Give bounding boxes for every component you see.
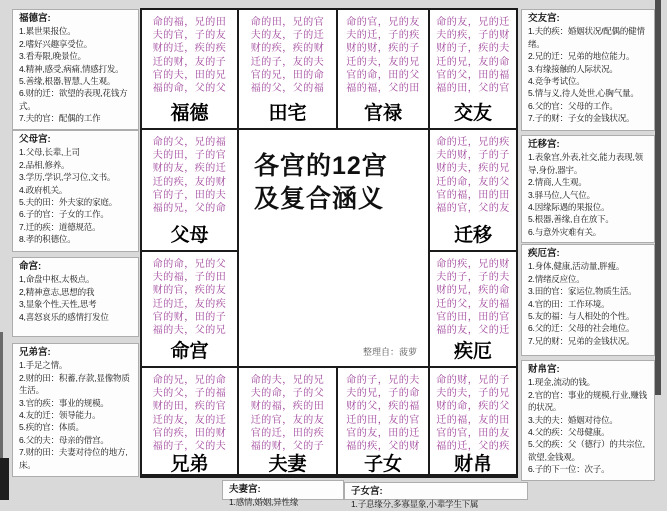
palace-pair-line: 福的夫，父的兄	[152, 325, 227, 337]
palace-pair-line: 迁的夫，友的兄	[346, 56, 420, 68]
panel-title: 子女宫:	[351, 486, 383, 497]
photo-edge-artifact-right	[655, 0, 661, 395]
palace-pair-line: 夫的田，子的官	[152, 150, 227, 162]
palace-label: 官禄	[363, 103, 402, 124]
palace-pair-line: 财的夫，疾的兄	[436, 163, 510, 175]
panel-caibo-gong	[521, 360, 655, 481]
panel-line: 1,命盘中枢,太极点。	[19, 274, 95, 285]
palace-pair-line: 官的福，田的田	[436, 189, 510, 201]
panel-line: 1.手足之情。	[19, 360, 68, 371]
palace-pair-line: 官的兄，田的命	[250, 69, 325, 81]
palace-pair-line: 官的子，田的夫	[152, 189, 227, 201]
panel-line: 7.子的财：子女的金钱状况。	[528, 113, 635, 124]
panel-line: 3.学历,学识,学习位,文书。	[19, 172, 116, 183]
palace-pair-line: 财的财，疾的子	[346, 43, 420, 55]
palace-pair-line: 福的兄，父的命	[152, 203, 227, 215]
palace-pair-line: 夫的迁，子的疾	[346, 30, 420, 42]
palace-pair-line: 官的友，田的迁	[346, 427, 420, 439]
palace-pair-line: 官的迁，田的疾	[250, 427, 325, 439]
palace-pair-line: 财的迁，疾的疾	[152, 43, 227, 55]
palace-pair-line: 官的夫，田的兄	[152, 69, 227, 81]
palace-pair-line: 命的友，兄的迁	[436, 17, 510, 28]
palace-cell-1	[142, 10, 237, 128]
palace-pair-line: 财的友，疾的迁	[152, 163, 227, 175]
palace-pair-line: 命的命，兄的父	[152, 259, 227, 270]
panel-title: 疾厄宫:	[528, 248, 560, 259]
palace-pair-lines	[251, 17, 325, 95]
panel-line: 8.孝的积德位。	[19, 234, 76, 245]
palace-pair-line: 夫的官，子的友	[152, 30, 227, 42]
panel-fude-gong	[12, 9, 139, 130]
panel-line: 6.子的下一位：次子。	[528, 464, 610, 475]
palace-label: 财帛	[453, 454, 492, 476]
palace-cell-4	[430, 10, 516, 128]
palace-cell-12	[430, 368, 516, 474]
panel-line: 1.现金,流动的钱。	[528, 377, 595, 388]
palace-pair-line: 财的田，疾的官	[152, 401, 227, 413]
palace-pair-line: 迁的福，友的田	[436, 414, 510, 426]
panel-line: 2.兄的迁：兄弟的地位能力。	[528, 51, 635, 62]
chart-credit: 整理自：菠萝	[362, 347, 417, 357]
palace-label: 命宫	[170, 341, 209, 362]
palace-pair-line: 命的福，兄的田	[152, 17, 227, 28]
panel-line: 6.父的夫：母亲的借宫。	[19, 434, 109, 445]
palace-pair-line: 财的福，疾的田	[250, 401, 325, 413]
palace-pair-line: 夫的子，子的夫	[436, 272, 510, 284]
panel-line: 1.累世果报位。	[19, 26, 76, 37]
palace-pair-line: 迁的命，友的父	[436, 176, 510, 188]
panel-line: 2.嗜好兴趣享受位。	[19, 38, 93, 49]
panel-line: 5.友的福：与人相处的个性。	[528, 311, 635, 322]
photo-edge-artifact-left	[0, 332, 3, 460]
palace-pair-line: 命的田，兄的官	[250, 17, 325, 28]
palace-grid	[140, 8, 518, 478]
panel-line: 7.迁的疾：道德规范。	[19, 221, 101, 232]
panel-line: 3.田的官：家运位,物质生活。	[528, 286, 637, 297]
palace-pair-lines	[153, 17, 227, 95]
palace-cell-11	[338, 368, 428, 474]
palace-pair-lines	[436, 17, 510, 95]
panel-fuqi-gong	[222, 480, 344, 508]
panel-line: 1.表象宫,外表,社交,能力表现,领导,身份,器宇。	[528, 152, 643, 175]
palace-pair-line: 福的子，父的夫	[152, 441, 227, 453]
palace-pair-line: 福的疾，父的财	[346, 441, 420, 453]
panel-line: 4.政府机关。	[19, 184, 68, 195]
palace-cell-6	[430, 130, 516, 250]
panel-jie-gong	[521, 244, 655, 356]
palace-pair-line: 命的夫，兄的兄	[250, 375, 325, 386]
palace-cell-9	[142, 368, 237, 474]
palace-pair-line: 夫的友，子的迁	[250, 30, 325, 42]
palace-pair-line: 命的迁，兄的疾	[436, 137, 510, 148]
panel-line: 4.竞争考试位。	[528, 76, 585, 87]
panel-line: 7.兄的财：兄弟的金钱状况。	[528, 335, 635, 346]
grid-center-cell	[239, 130, 428, 366]
palace-pair-line: 迁的财，友的子	[152, 56, 227, 68]
palace-cell-3	[338, 10, 428, 128]
palace-pair-lines	[346, 375, 420, 453]
panel-line: 6.财的迁：欲望的表现,花钱方式。	[19, 88, 128, 111]
panel-line: 2.官的官：事业的规模,行业,赚钱的状况。	[528, 389, 647, 413]
panel-line: 5.情与义,待人处世,心胸气量。	[528, 88, 639, 99]
palace-pair-line: 官的疾，田的财	[152, 427, 227, 439]
palace-label: 福德	[170, 103, 209, 124]
palace-pair-lines	[436, 259, 510, 337]
palace-pair-line: 夫的命，子的父	[250, 388, 325, 400]
palace-cell-10	[239, 368, 336, 474]
panel-title: 交友宫:	[528, 13, 560, 24]
palace-cell-2	[239, 10, 336, 128]
palace-label: 兄弟	[170, 454, 209, 476]
panel-line: 7.夫的官：配偶的工作	[19, 113, 101, 124]
palace-cell-8	[430, 252, 516, 366]
palace-pair-line: 命的财，兄的子	[436, 375, 510, 386]
palace-pair-lines	[346, 17, 420, 95]
panel-line: 5.善缘,根器,智慧,人生观。	[19, 76, 116, 87]
panel-line: 4.友的迁：领导能力。	[19, 410, 101, 421]
panel-title: 福德宫:	[19, 13, 51, 24]
palace-label: 子女	[363, 454, 402, 476]
palace-pair-line: 福的福，父的田	[346, 83, 420, 95]
panel-line: 2.情绪反应位。	[528, 273, 585, 284]
palace-pair-line: 夫的兄，子的命	[346, 388, 420, 400]
panel-line: 5.父的疾：父（德行）的共宗位,欲望,金钱观。	[528, 439, 645, 462]
palace-pair-line: 官的田，田的官	[436, 311, 510, 323]
panel-title: 迁移宫:	[528, 139, 560, 150]
palace-pair-line: 迁的子，友的夫	[250, 56, 325, 68]
panel-line: 6.父的官：父母的工作。	[528, 100, 618, 111]
palace-pair-line: 夫的父，子的福	[152, 388, 227, 400]
palace-label: 交友	[453, 103, 492, 124]
palace-pair-line: 迁的父，友的福	[436, 298, 510, 310]
panel-line: 1.身体,健康,活动量,胖瘦。	[528, 261, 625, 272]
panel-line: 4,喜怒哀乐的感情打发位	[19, 311, 109, 322]
palace-pair-line: 福的财，父的子	[250, 441, 325, 453]
palace-pair-line: 福的友，父的迁	[436, 325, 510, 337]
palace-pair-line: 迁的兄，友的命	[436, 56, 510, 68]
palace-label: 田宅	[268, 103, 307, 124]
panel-line: 2,精神意志,思想的我	[19, 286, 95, 297]
photo-edge-artifact-corner	[0, 458, 9, 500]
panel-line: 3.看寿限,晚景位。	[19, 51, 86, 62]
panel-title: 命宫:	[19, 261, 42, 272]
panel-line: 5.根器,善缘,自在放下。	[528, 214, 614, 225]
panel-line: 4.官的田：工作环境。	[528, 298, 610, 309]
panel-line: 1.夫的疾：婚姻状况/配偶的健情绪。	[528, 26, 645, 49]
panel-title: 夫妻宫:	[229, 484, 261, 495]
palace-pair-line: 夫的疾，子的财	[436, 30, 510, 42]
panel-line: 4.精神,感受,病痛,情感打发。	[19, 63, 124, 74]
palace-pair-line: 迁的疾，友的财	[152, 176, 227, 188]
palace-pair-line: 财的官，疾的友	[152, 285, 227, 297]
panel-line: 3.官的疾：事业的规模。	[19, 397, 109, 408]
palace-pair-line: 迁的迁，友的疾	[152, 298, 227, 310]
palace-pair-line: 福的田，父的官	[436, 83, 510, 95]
palace-pair-line: 夫的福，子的田	[152, 272, 227, 284]
palace-pair-line: 福的官，父的友	[436, 203, 510, 215]
panel-line: 5.疾的官：体质。	[19, 422, 84, 433]
palace-label: 夫妻	[268, 454, 307, 476]
palace-pair-lines	[436, 375, 510, 453]
palace-pair-line: 命的子，兄的夫	[346, 375, 420, 386]
panel-line: 1.子息缘分,多寡显象,小辈学生下属	[351, 499, 479, 510]
chart-title-line2: 及复合涵义	[254, 185, 385, 213]
palace-pair-line: 夫的夫，子的兄	[436, 388, 510, 400]
palace-pair-line: 福的父，父的福	[250, 83, 325, 95]
panel-line: 3,显象个性,天性,思考	[19, 299, 97, 310]
palace-pair-line: 财的疾，疾的财	[250, 43, 325, 55]
panel-line: 2.品相,修养。	[19, 159, 70, 170]
palace-pair-line: 财的父，疾的福	[346, 401, 420, 413]
palace-pair-lines	[153, 375, 227, 453]
palace-pair-line: 迁的友，友的迁	[152, 414, 227, 426]
palace-pair-line: 命的疾，兄的财	[436, 259, 510, 270]
panel-line: 3.有缘接触的人际状况。	[528, 63, 618, 74]
panel-jiaoyou-gong	[521, 9, 655, 131]
panel-title: 父母宫:	[19, 134, 51, 145]
panel-line: 2.财的田：积蓄,存款,显像物质生活。	[19, 372, 130, 396]
palace-pair-line: 财的兄，疾的命	[436, 285, 510, 297]
panel-ming-gong	[12, 257, 139, 337]
panel-line: 1.感情,婚姻,异性缘	[229, 497, 299, 508]
palace-cell-5	[142, 130, 237, 250]
palace-pair-line: 官的父，田的福	[436, 69, 510, 81]
panel-line: 2.情商,人生观。	[528, 177, 587, 188]
palace-pair-line: 迁的田，友的官	[346, 414, 420, 426]
panel-line: 6.子的官：子女的工作。	[19, 209, 109, 220]
palace-pair-line: 财的子，疾的夫	[436, 43, 510, 55]
panel-line: 3.驿马位,人气位。	[528, 189, 595, 200]
palace-pair-lines	[153, 259, 227, 337]
palace-pair-lines	[436, 137, 510, 215]
panel-line: 6.与意外灾难有关。	[528, 226, 602, 237]
panel-line: 4.因缘际遇的果报位。	[528, 202, 610, 213]
panel-title: 兄弟宫:	[19, 347, 51, 358]
panel-xiongdi-gong	[12, 343, 139, 477]
palace-label: 疾厄	[453, 341, 492, 362]
chart-title	[254, 150, 428, 216]
panel-title: 财帛宫:	[528, 364, 560, 375]
palace-pair-line: 官的财，田的子	[152, 311, 227, 323]
panel-qianyi-gong	[521, 135, 655, 243]
chart-title-line1: 各宫的12宫	[254, 152, 388, 180]
palace-pair-line: 福的命，父的父	[152, 83, 227, 95]
palace-label: 迁移	[453, 225, 492, 246]
panel-line: 1.父母,长辈,上司	[19, 147, 80, 158]
panel-zinv-gong	[344, 482, 528, 510]
palace-pair-line: 官的官，田的友	[436, 427, 510, 439]
panel-line: 4.父的疾：父母健康。	[528, 427, 610, 438]
palace-pair-line: 官的命，田的父	[346, 69, 420, 81]
panel-line: 7.财的田：夫妻对待位的地方,床。	[19, 447, 128, 470]
palace-pair-line: 夫的财，子的子	[436, 150, 510, 162]
palace-cell-7	[142, 252, 237, 366]
palace-pair-line: 迁的官，友的友	[250, 414, 325, 426]
palace-pair-line: 财的命，疾的父	[436, 401, 510, 413]
palace-pair-lines	[251, 375, 325, 453]
palace-pair-lines	[153, 137, 227, 215]
palace-pair-line: 命的官，兄的友	[346, 17, 420, 28]
panel-line: 5.夫的田：外夫家的家庭。	[19, 197, 117, 208]
panel-line: 6.父的迁：父母的社会地位。	[528, 323, 635, 334]
palace-label: 父母	[170, 225, 209, 246]
panel-line: 3.夫的夫：婚姻对待位。	[528, 414, 618, 425]
palace-pair-line: 命的父，兄的福	[152, 137, 227, 148]
palace-pair-line: 命的兄，兄的命	[152, 375, 227, 386]
panel-fumu-gong	[12, 130, 139, 252]
palace-pair-line: 福的迁，父的疾	[436, 441, 510, 453]
